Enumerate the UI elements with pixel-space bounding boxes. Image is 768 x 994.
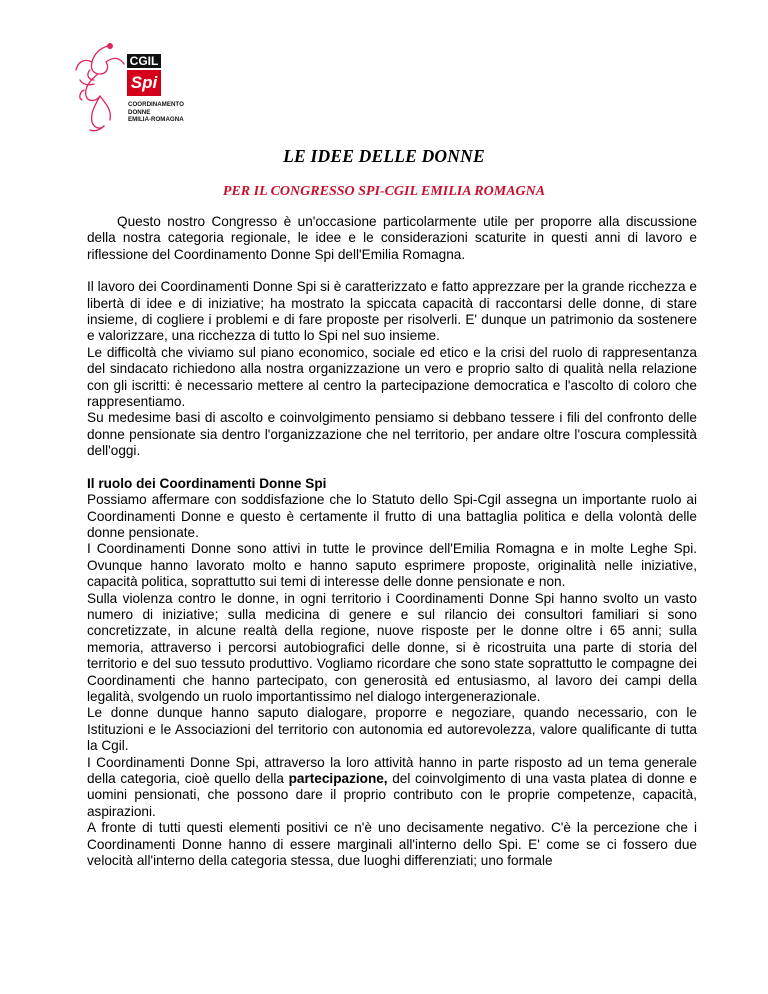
spi-wordmark: Spi xyxy=(127,70,161,96)
document-title: LE IDEE DELLE DONNE xyxy=(283,146,485,166)
body-paragraph: Il lavoro dei Coordinamenti Donne Spi si è caratterizzato e fatto apprezzare per la grande ricchezza e libertà di idee e di iniziative; ha mostrato la spiccata capacità di raccontarsi delle donne, di stare insieme, di cogliere i problemi e di fare proposte per risolverli. E' dunque un patrimonio da sostenere e valorizzare, una ricchezza di tutto lo Spi nel suo insieme. xyxy=(87,279,697,344)
intro-paragraph: Questo nostro Congresso è un'occasione particolarmente utile per proporre alla discussione della nostra categoria regionale, le idee e le considerazioni scaturite in questi anni di lavoro e riflessione del Coordinamento Donne Spi dell'Emilia Romagna. xyxy=(87,214,697,262)
body-paragraph: Le difficoltà che viviamo sul piano economico, sociale ed etico e la crisi del ruolo di rappresentanza del sindacato richiedono alla nostra organizzazione un vero e proprio salto di qualità nella relazione con gli iscritti: è necessario mettere al centro la partecipazione democratica e l'ascolto di coloro che rappresentiamo. xyxy=(87,344,697,410)
section-paragraph: A fronte di tutti questi elementi positivi ce n'è uno decisamente negativo. C'è la percezione che i Coordinamenti Donne hanno di essere marginali all'interno dello Spi. E' come se ci fossero due velocità all'interno della categoria stessa, due luoghi differenziati; uno formale xyxy=(87,820,697,869)
bold-term: partecipazione, xyxy=(288,771,388,786)
section-paragraph: Possiamo affermare con soddisfazione che lo Statuto dello Spi-Cgil assegna un importante ruolo ai Coordinamenti Donne e questo è certamente il frutto di una battaglia politica e della volontà delle donne pensionate. xyxy=(87,492,697,540)
text-run: I Coordinamenti Donne Spi, attraverso la loro attività hanno in parte risposto ad un tema generale della categoria, cioè quello della xyxy=(87,754,697,786)
section-paragraph: Sulla violenza contro le donne, in ogni territorio i Coordinamenti Donne Spi hanno svolto un vasto numero di iniziative; sulla medicina di genere e sul rilancio dei consultori familiari si sono concretizzate, in alcune realtà della regione, nuove risposte per le donne oltre i 65 anni; sulla memoria, attraverso i percorsi autobiografici delle donne, si è ricostruita una parte di storia del territorio e del suo tessuto produttivo. Vogliamo ricordare che sono state soprattutto le compagne dei Coordinamenti che hanno partecipato, con generosità ed entusiasmo, al lavoro dei campi della legalità, svolgendo un ruolo importantissimo nel dialogo intergenerazionale. xyxy=(87,590,697,704)
logo-caption-line: EMILIA-ROMAGNA xyxy=(128,116,184,124)
body-paragraph: Su medesime basi di ascolto e coinvolgimento pensiamo si debbano tessere i fili del confronto delle donne pensionate sia dentro l'organizzazione che nel territorio, per andare oltre l'oscura complessità dell'oggi. xyxy=(87,410,697,459)
cgil-spi-logo xyxy=(70,40,200,135)
document-subtitle: PER IL CONGRESSO SPI-CGIL EMILIA ROMAGNA xyxy=(222,184,546,199)
section-paragraph: Le donne dunque hanno saputo dialogare, proporre e negoziare, quando necessario, con le Istituzioni e le Associazioni del territorio con autonomia ed autorevolezza, valore qualificante di tutta la Cgil. xyxy=(87,705,697,754)
document-body xyxy=(87,214,697,869)
logo-caption xyxy=(128,101,184,124)
logo-caption-line: DONNE xyxy=(128,108,151,116)
text-run: del coinvolgimento di una vasta platea di donne e uomini pensionati, che possono dare il proprio contributo con le proprie competenze, capacità, aspirazioni. xyxy=(87,771,697,819)
logo-caption-line: COORDINAMENTO xyxy=(128,101,184,108)
section-heading: Il ruolo dei Coordinamenti Donne Spi xyxy=(87,475,327,491)
section-paragraph: I Coordinamenti Donne sono attivi in tutte le province dell'Emilia Romagna e in molte Leghe Spi. Ovunque hanno lavorato molto e hanno saputo esprimere proposte, originalità nelle iniziative, capacità politica, soprattutto sui temi di interesse delle donne pensionate e non. xyxy=(87,541,697,590)
section-paragraph xyxy=(87,755,697,821)
cgil-wordmark: CGIL xyxy=(127,54,161,68)
dancer-figure-icon xyxy=(70,40,130,135)
